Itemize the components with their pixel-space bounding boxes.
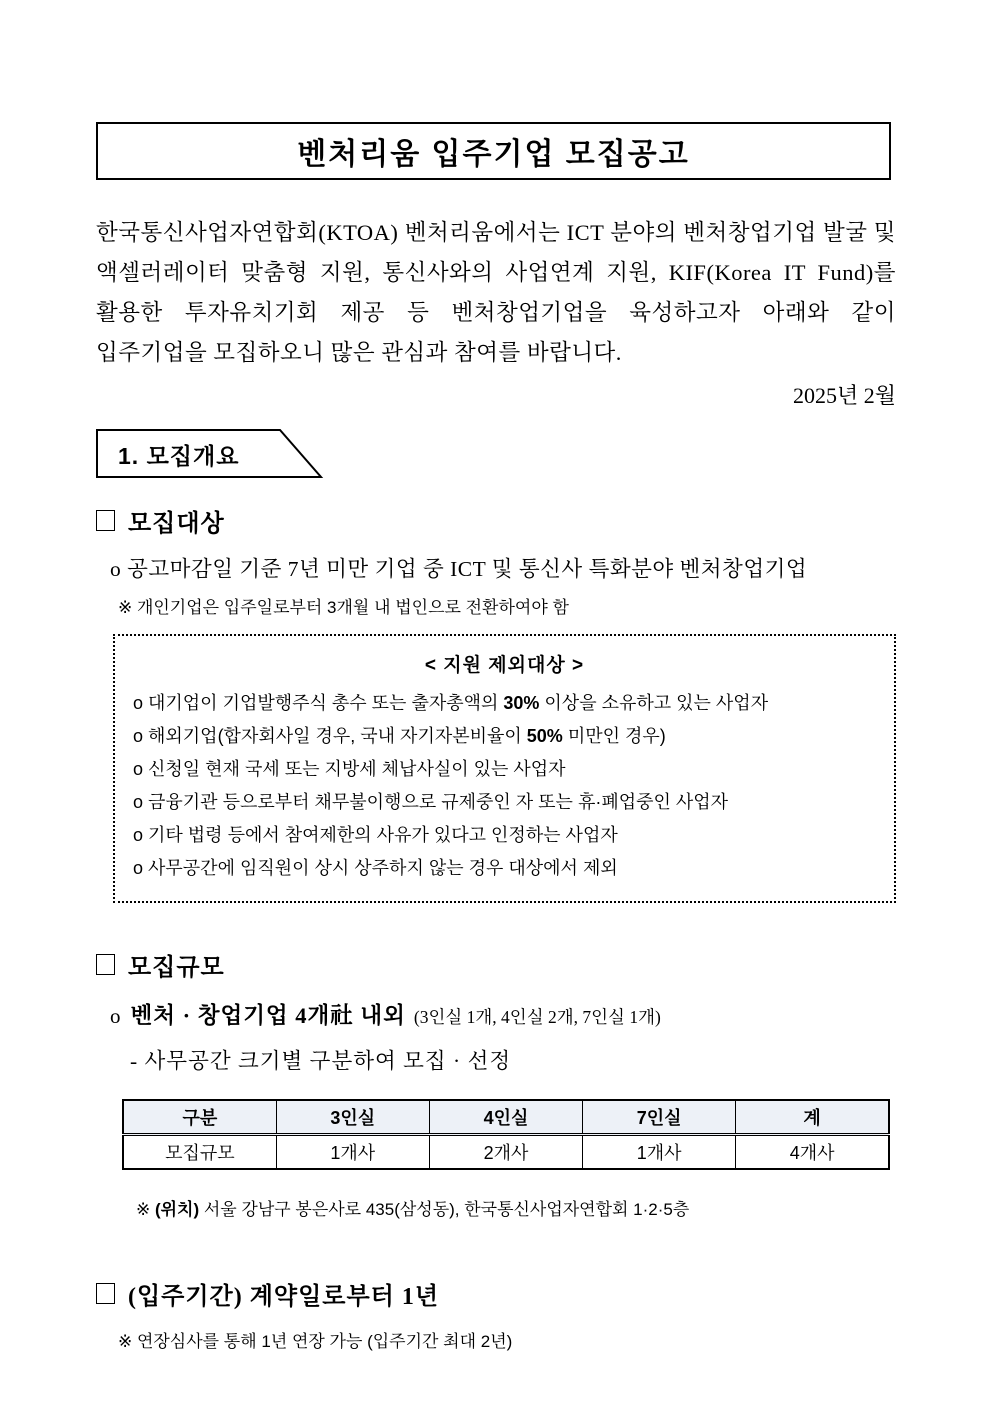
exclusion-item-text: 미만인 경우) bbox=[562, 726, 666, 746]
table-cell: 2개사 bbox=[429, 1135, 582, 1170]
recruit-target-note: ※ 개인기업은 입주일로부터 3개월 내 법인으로 전환하여야 함 bbox=[118, 598, 569, 617]
title-box bbox=[96, 122, 891, 180]
square-bullet-icon bbox=[96, 954, 115, 975]
square-bullet-icon bbox=[96, 510, 115, 531]
occupancy-period-note: ※ 연장심사를 통해 1년 연장 가능 (입주기간 최대 2년) bbox=[118, 1332, 513, 1351]
recruit-scale-table bbox=[122, 1099, 890, 1170]
scale-sub-line: - 사무공간 크기별 구분하여 모집 · 선정 bbox=[130, 1049, 512, 1073]
scale-bullet: o bbox=[110, 1004, 121, 1028]
exclusion-item-text: o 대기업이 기업발행주식 총수 또는 출자총액의 bbox=[133, 693, 504, 713]
exclusion-item bbox=[133, 852, 876, 885]
recruit-target-item: o 공고마감일 기준 7년 미만 기업 중 ICT 및 통신사 특화분야 벤처창업기업 bbox=[110, 557, 808, 581]
heading-occupancy-period bbox=[96, 1276, 896, 1311]
exclusion-box bbox=[113, 634, 896, 903]
section-heading-overview bbox=[96, 429, 326, 479]
exclusion-item bbox=[133, 819, 876, 852]
exclusion-item-text: o 기타 법령 등에서 참여제한의 사유가 있다고 인정하는 사업자 bbox=[133, 825, 618, 845]
exclusion-item-text: o 금융기관 등으로부터 채무불이행으로 규제중인 자 또는 휴·폐업중인 사업자 bbox=[133, 792, 729, 812]
heading-recruit-target-label: 모집대상 bbox=[128, 511, 225, 537]
exclusion-item-text: o 해외기업(합자회사일 경우, 국내 자기자본비율이 bbox=[133, 726, 527, 746]
table-cell: 1개사 bbox=[276, 1135, 429, 1170]
table-header-cell: 4인실 bbox=[429, 1100, 582, 1135]
table-cell-row-label: 모집규모 bbox=[123, 1135, 276, 1170]
exclusion-item-text: o 사무공간에 임직원이 상시 상주하지 않는 경우 대상에서 제외 bbox=[133, 858, 618, 878]
table-header-cell: 계 bbox=[736, 1100, 889, 1135]
intro-paragraph: 한국통신사업자연합회(KTOA) 벤처리움에서는 ICT 분야의 벤처창업기업 발굴 및 액셀러레이터 맞춤형 지원, 통신사와의 사업연계 지원, KIF(Korea IT Fund)를 활용한 투자유치기회 제공 등 벤처창업기업을 육성하고자 아래와 같이 입주기업을 모집하오니 많은 관심과 참여를 바랍니다. bbox=[96, 220, 896, 365]
table-cell: 1개사 bbox=[583, 1135, 736, 1170]
exclusion-box-title: < 지원 제외대상 > bbox=[424, 655, 585, 676]
table-header-cell: 구분 bbox=[123, 1100, 276, 1135]
heading-recruit-target bbox=[96, 503, 896, 538]
square-bullet-icon bbox=[96, 1283, 115, 1304]
exclusion-item bbox=[133, 720, 876, 753]
table-header-row bbox=[123, 1100, 889, 1135]
exclusion-item-text: o 신청일 현재 국세 또는 지방세 체납사실이 있는 사업자 bbox=[133, 759, 566, 779]
exclusion-item bbox=[133, 753, 876, 786]
location-bold: (위치) bbox=[154, 1200, 200, 1219]
table-header-cell: 3인실 bbox=[276, 1100, 429, 1135]
table-header-cell: 7인실 bbox=[583, 1100, 736, 1135]
date-line: 2025년 2월 bbox=[792, 383, 896, 408]
location-note bbox=[136, 1195, 896, 1220]
exclusion-item-strong: 50% bbox=[526, 726, 563, 746]
scale-main-bold: 벤처 · 창업기업 4개社 내외 bbox=[130, 1003, 406, 1028]
heading-occupancy-period-label: (입주기간) 계약일로부터 1년 bbox=[128, 1284, 440, 1310]
exclusion-item-strong: 30% bbox=[503, 693, 540, 713]
exclusion-item bbox=[133, 786, 876, 819]
exclusion-item-text: 이상을 소유하고 있는 사업자 bbox=[539, 693, 769, 713]
exclusion-item bbox=[133, 687, 876, 720]
heading-recruit-scale-label: 모집규모 bbox=[128, 955, 225, 981]
location-text: 서울 강남구 봉은사로 435(삼성동), 한국통신사업자연합회 1·2·5층 bbox=[199, 1200, 690, 1219]
scale-main-paren: (3인실 1개, 4인실 2개, 7인실 1개) bbox=[413, 1007, 661, 1027]
location-marker: ※ bbox=[136, 1200, 155, 1219]
section-heading-label: 1. 모집개요 bbox=[118, 443, 240, 469]
page-title: 벤처리움 입주기업 모집공고 bbox=[297, 138, 690, 171]
table-row bbox=[123, 1135, 889, 1170]
table-cell: 4개사 bbox=[736, 1135, 889, 1170]
heading-recruit-scale bbox=[96, 947, 896, 982]
scale-main-line bbox=[110, 998, 896, 1030]
